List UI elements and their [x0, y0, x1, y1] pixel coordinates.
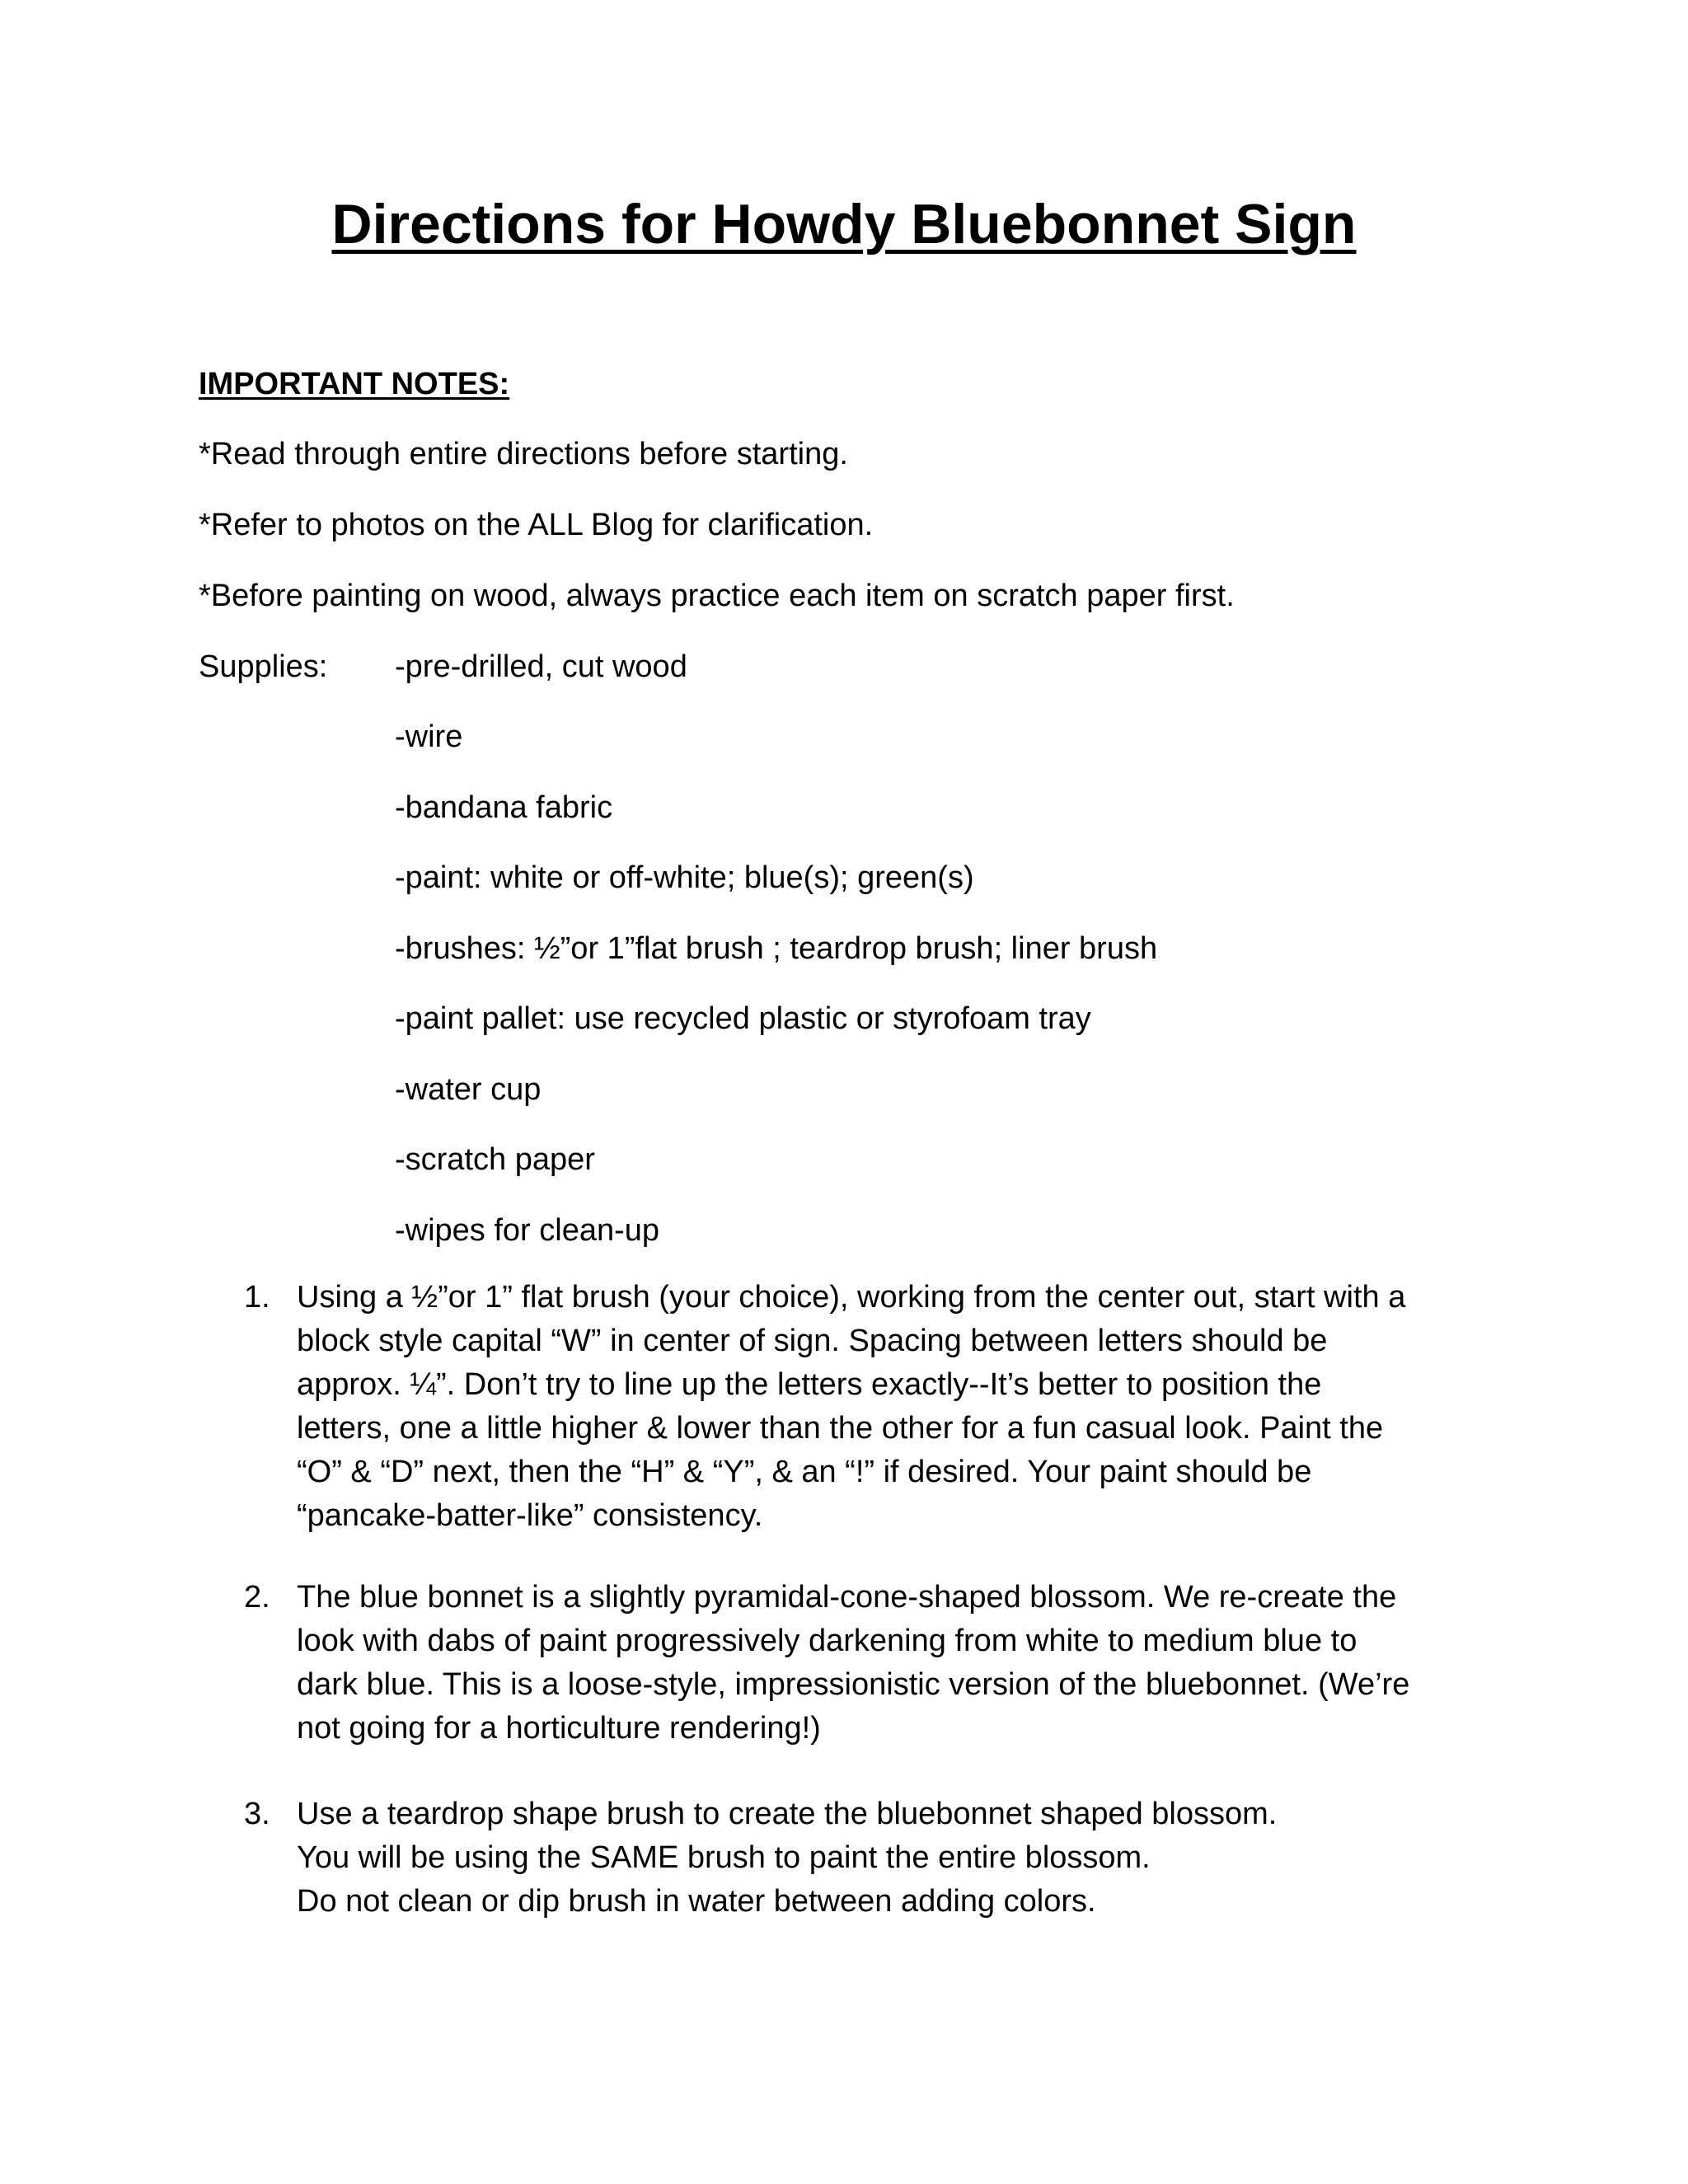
- step-line: dark blue. This is a loose-style, impressionistic version of the bluebonnet. (We’re: [297, 1667, 1410, 1702]
- note-read-directions: *Read through entire directions before starting.: [199, 437, 848, 471]
- step-number: 3.: [244, 1797, 270, 1831]
- supply-item: -brushes: ½”or 1”flat brush ; teardrop brush; liner brush: [395, 931, 1158, 966]
- supply-item: -bandana fabric: [395, 790, 613, 825]
- supply-item: -wire: [395, 719, 463, 754]
- step-line: look with dabs of paint progressively darkening from white to medium blue to: [297, 1624, 1357, 1658]
- step-line: Do not clean or dip brush in water between adding colors.: [297, 1884, 1096, 1919]
- step-line: The blue bonnet is a slightly pyramidal-cone-shaped blossom. We re-create the: [297, 1580, 1397, 1615]
- step-paragraph: [297, 1276, 1492, 1538]
- supply-item: -paint pallet: use recycled plastic or styrofoam tray: [395, 1001, 1091, 1036]
- page-title: Directions for Howdy Bluebonnet Sign: [331, 193, 1357, 255]
- step-line: letters, one a little higher & lower than the other for a fun casual look. Paint the: [297, 1411, 1384, 1446]
- supply-item: -paint: white or off-white; blue(s); green(s): [395, 860, 974, 895]
- step-line: You will be using the SAME brush to paint the entire blossom.: [297, 1840, 1151, 1875]
- step-line: approx. ¼”. Don’t try to line up the letters exactly--It’s better to position the: [297, 1367, 1322, 1402]
- step-number: 1.: [244, 1280, 270, 1315]
- step-number: 2.: [244, 1580, 270, 1615]
- supply-item: -water cup: [395, 1072, 542, 1107]
- note-practice-first: *Before painting on wood, always practice each item on scratch paper first.: [199, 579, 1235, 613]
- supply-item: -scratch paper: [395, 1142, 595, 1177]
- step-line: Using a ½”or 1” flat brush (your choice), working from the center out, start with a: [297, 1280, 1406, 1315]
- supply-item: -pre-drilled, cut wood: [395, 649, 687, 684]
- step-paragraph: [297, 1576, 1492, 1750]
- notes-heading: IMPORTANT NOTES:: [199, 367, 510, 401]
- step-line: “O” & “D” next, then the “H” & “Y”, & an “!” if desired. Your paint should be: [297, 1455, 1312, 1489]
- supplies-label: Supplies:: [199, 649, 328, 684]
- step-line: block style capital “W” in center of sign. Spacing between letters should be: [297, 1324, 1328, 1358]
- note-refer-photos: *Refer to photos on the ALL Blog for clarification.: [199, 508, 874, 542]
- step-line: “pancake-batter-like” consistency.: [297, 1498, 763, 1533]
- step-paragraph: [297, 1793, 1492, 1924]
- step-line: Use a teardrop shape brush to create the bluebonnet shaped blossom.: [297, 1797, 1278, 1831]
- supply-item: -wipes for clean-up: [395, 1213, 660, 1248]
- step-line: not going for a horticulture rendering!): [297, 1711, 821, 1746]
